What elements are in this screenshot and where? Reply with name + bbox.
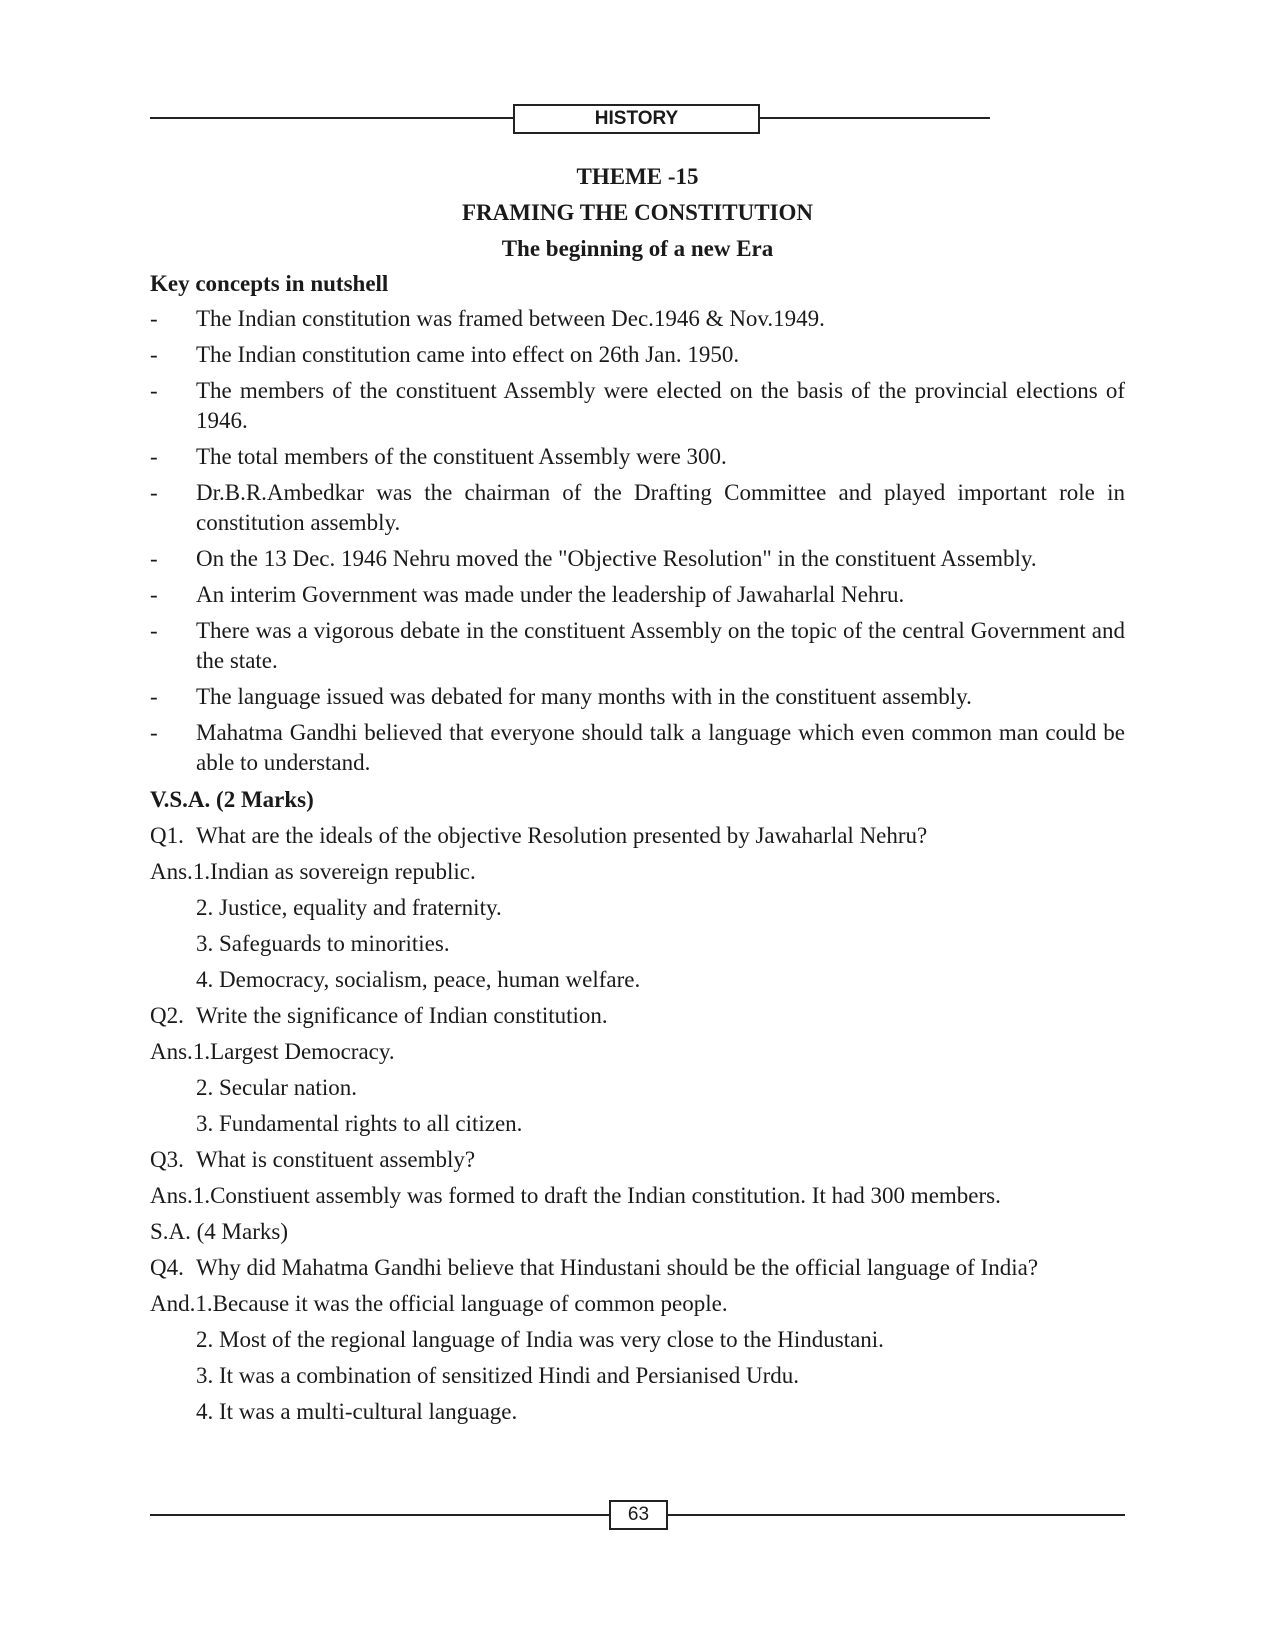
list-item [150,304,1125,334]
list-item-text: On the 13 Dec. 1946 Nehru moved the "Objective Resolution" in the constituent Assembly. [196,546,1037,571]
answer-q2 [150,1036,1125,1072]
subject-label: HISTORY [513,104,760,134]
sa-heading: S.A. (4 Marks) [150,1219,288,1244]
answer-point: 3. Fundamental rights to all citizen. [196,1111,523,1136]
list-item [150,340,1125,370]
vsa-heading: V.S.A. (2 Marks) [150,787,314,812]
answer-point: 3. Safeguards to minorities. [196,931,450,956]
answer-label: Ans. [150,1039,193,1064]
answer-point: 2. Secular nation. [196,1075,357,1100]
list-item [150,376,1125,436]
question-q2 [150,1000,1125,1036]
answer-label: Ans. [150,1183,193,1208]
answer-point: 1.Indian as sovereign republic. [192,859,476,884]
list-item-text: The total members of the constituent Assembly were 300. [196,444,727,469]
list-item [150,544,1125,574]
bullet-dash: - [150,720,158,745]
page-content [150,268,1125,1432]
question-label: Q4. [150,1255,184,1280]
bullet-dash: - [150,618,158,643]
bullet-dash: - [150,342,158,367]
answer-q1 [150,856,1125,892]
bullet-dash: - [150,480,158,505]
bullet-dash: - [150,582,158,607]
list-item [150,442,1125,472]
question-text: Write the significance of Indian constitution. [196,1003,608,1028]
question-q4 [150,1252,1125,1288]
answer-label: And. [150,1291,196,1316]
list-item [150,616,1125,676]
question-text: Why did Mahatma Gandhi believe that Hindustani should be the official language of India? [196,1255,1039,1280]
question-label: Q1. [150,823,184,848]
question-q3 [150,1144,1125,1180]
key-concepts-heading: Key concepts in nutshell [150,271,389,296]
theme-title: THEME -15 [576,164,699,189]
list-item-text: An interim Government was made under the leadership of Jawaharlal Nehru. [196,582,905,607]
header-rule-left [150,117,513,119]
answer-q3 [150,1180,1125,1216]
question-q1 [150,820,1125,856]
bullet-dash: - [150,306,158,331]
list-item [150,478,1125,538]
list-item-text: Dr.B.R.Ambedkar was the chairman of the Drafting Committee and played important role in constitution assembly. [196,480,1125,535]
page-number: 63 [609,1500,668,1530]
answer-point: 2. Most of the regional language of India was very close to the Hindustani. [196,1327,884,1352]
chapter-title: FRAMING THE CONSTITUTION [461,200,814,225]
list-item-text: The Indian constitution was framed between Dec.1946 & Nov.1949. [196,306,825,331]
list-item [150,682,1125,712]
answer-point: 4. Democracy, socialism, peace, human welfare. [196,967,641,992]
answer-point: 1.Constiuent assembly was formed to draft the Indian constitution. It had 300 members. [192,1183,1001,1208]
list-item-text: There was a vigorous debate in the constituent Assembly on the topic of the central Government and the state. [196,618,1125,673]
list-item [150,580,1125,610]
answer-point: 3. It was a combination of sensitized Hindi and Persianised Urdu. [196,1363,799,1388]
footer-rule-left [150,1514,609,1516]
footer-rule-right [668,1514,1125,1516]
list-item-text: The Indian constitution came into effect on 26th Jan. 1950. [196,342,740,367]
list-item-text: The language issued was debated for many months with in the constituent assembly. [196,684,972,709]
answer-label: Ans. [150,859,193,884]
chapter-subtitle: The beginning of a new Era [501,236,774,261]
question-text: What is constituent assembly? [196,1147,476,1172]
key-concepts-list [150,304,1125,778]
list-item [150,718,1125,778]
answer-point: 1.Largest Democracy. [192,1039,395,1064]
question-label: Q3. [150,1147,184,1172]
answer-q4 [150,1288,1125,1324]
question-text: What are the ideals of the objective Resolution presented by Jawaharlal Nehru? [196,823,928,848]
list-item-text: The members of the constituent Assembly were elected on the basis of the provincial elections of 1946. [196,378,1125,433]
bullet-dash: - [150,378,158,403]
bullet-dash: - [150,546,158,571]
bullet-dash: - [150,684,158,709]
answer-point: 2. Justice, equality and fraternity. [196,895,502,920]
list-item-text: Mahatma Gandhi believed that everyone should talk a language which even common man could be able to understand. [196,720,1125,775]
answer-point: 4. It was a multi-cultural language. [196,1399,518,1424]
bullet-dash: - [150,444,158,469]
question-label: Q2. [150,1003,184,1028]
answer-point: 1.Because it was the official language of common people. [195,1291,728,1316]
header-rule-right [760,117,990,119]
